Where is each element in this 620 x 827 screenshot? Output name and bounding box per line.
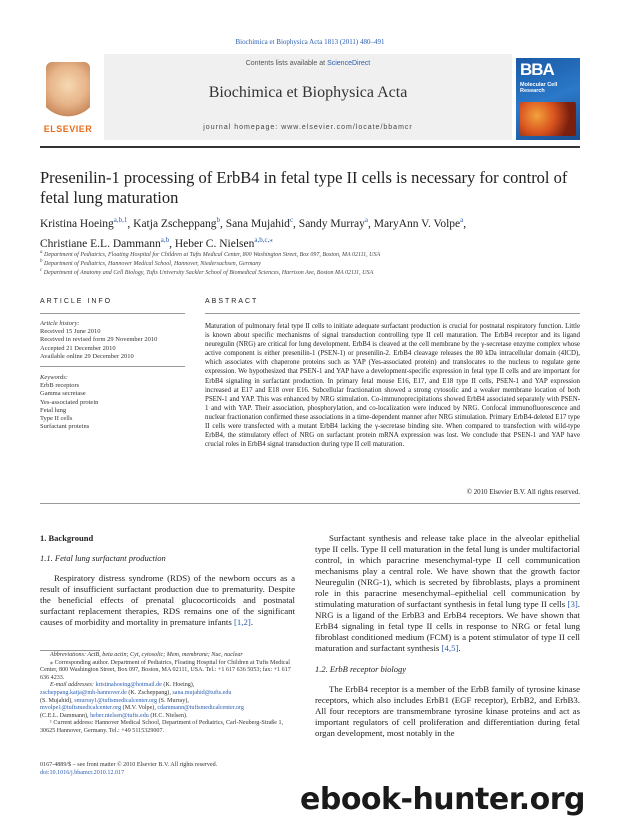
email-link[interactable]: zscheppang.katja@mh-hannover.de	[40, 689, 127, 696]
journal-cover[interactable]	[516, 58, 580, 140]
corresponding-author: ⁎ Corresponding author. Department of Pediatrics, Floating Hospital for Children at Tufts Medical Center, 800 Washington Street, Box 097, Boston, MA 02111, USA. Tel.: +1 617 636 5053; fax: +1 617 636 4233.	[40, 659, 291, 681]
reference-link[interactable]: [4,5]	[441, 643, 459, 653]
bottom-info	[40, 762, 295, 777]
subsection-heading: 1.1. Fetal lung surfactant production	[40, 553, 166, 563]
author[interactable]: MaryAnn V. Volpe$^a$	[373, 216, 464, 230]
reference-link[interactable]: [3]	[567, 599, 578, 609]
abstract-divider	[205, 313, 580, 314]
history-item: Received 15 June 2010	[40, 328, 101, 336]
author[interactable]: Christiane E.L. Dammann$^{a,b}$	[40, 235, 170, 250]
abstract-text: Maturation of pulmonary fetal type II cells to initiate adequate surfactant production is crucial for postnatal respiratory function. Little is known about specific mechanisms of signal transduction controlling type II cell maturation. The ErbB4 receptor and its ligand neuregulin (NRG) are critical for lung development. ErbB4 is cleaved at the cell membrane by the γ-secretase enzyme complex whose active component is either presenilin-1 (PSEN-1) or presenilin-2. ErbB4 cleavage releases the 80 kDa intracellular domain (4ICD), which associates with chaperone proteins such as YAP (Yes-associated protein) and translocates to the nucleus to regulate gene expression. We hypothesized that PSEN-1 and YAP have a development-specific expression in fetal type II cells and are important for ErbB4 signaling in surfactant production. In primary fetal mouse E16, E17, and E18 type II cells, PSEN-1 and YAP expression increased at E17 and E18 over E16. Subcellular fractionation showed a strong cytosolic and a weaker membrane location of both PSEN-1 and YAP. This was enhanced by NRG stimulation. Co-immunoprecipitations showed ErbB4 associated separately with PSEN-1 and with YAP. Their association, phosphorylation, and co-localization were induced by NRG. Confocal immunofluorescence and nuclear fractionation confirmed these associations in a time-dependent manner after NRG stimulation. Primary ErbB4-deleted E17 type II cells were transfected with a mutant ErbB4 lacking the γ-secretase binding site. When compared to transfection with wild-type ErbB4, the stimulatory effect of NRG on surfactant protein mRNA expression was lost. We conclude that PSEN-1 and YAP have crucial roles in ErbB4 signal transduction during type II cell maturation.	[205, 323, 580, 449]
footnote-divider	[40, 650, 100, 651]
author[interactable]: Sana Mujahid$^c$	[225, 216, 294, 230]
email-link[interactable]: smurray1@tuftsmedicalcenter.org	[74, 697, 158, 704]
author-list: Kristina Hoeing$^{a,b,1}$, Katja Zscheppang$^b$, Sana Mujahid$^c$, Sandy Murray$^a$, MaryAnn V. Volpe$^a$, Christiane E.L. Dammann$^{a,b}$, Heber C. Nielsen$^{a,b,c,⁎}$	[40, 216, 467, 250]
keyword: ErbB receptors	[40, 382, 80, 390]
affiliation: $^a$ Department of Pediatrics, Floating Hospital for Children at Tufts Medical Center, 800 Washington Street, Box 097, Boston, MA 02111, USA	[40, 250, 381, 258]
paragraph: The ErbB4 receptor is a member of the ErbB family of tyrosine kinase receptors, which also includes ErbB1 (EGF receptor), ErbB2, and ErbB3. All four receptors are transmembrane tyrosine kinase proteins and act as important regulators of cell proliferation and differentiation during fetal organ development, most notably in the	[315, 684, 580, 738]
cover-title: BBA	[520, 60, 554, 79]
author[interactable]: Kristina Hoeing$^{a,b,1}$	[40, 216, 128, 230]
info-divider	[40, 366, 185, 367]
journal-citation[interactable]: Biochimica et Biophysica Acta 1813 (2011) 480–491	[235, 38, 385, 46]
journal-header	[40, 54, 580, 142]
right-column	[315, 533, 580, 739]
homepage-link[interactable]: www.elsevier.com/locate/bbamcr	[281, 124, 413, 131]
paragraph: Surfactant synthesis and release take place in the alveolar epithelial type II cells. Type II cell maturation in the fetal lung is under multifactorial control, in which paracrine mesenchymal-type II cell communication mechanisms play a central role. We have shown that the growth factor Neuregulin (NRG-1), which is secreted by fibroblasts, plays a prominent role in this paracrine mesenchymal–epithelial cell communication by stimulating maturation of surfactant synthesis in fetal lung type II cells [3]. NRG is a ligand of the ErbB3 and ErbB4 receptors. We have shown that ErbB4 signaling in fetal type II cells in response to NRG or fetal lung fibroblast conditioned medium (FCM) is a potent stimulator of type II cell maturation and surfactant synthesis [4,5].	[315, 533, 580, 653]
copyright: © 2010 Elsevier B.V. All rights reserved.	[466, 489, 580, 496]
history-item: Received in revised form 29 November 2010	[40, 336, 158, 344]
left-column	[40, 533, 295, 628]
keyword: Type II cells	[40, 415, 73, 423]
affiliation: $^b$ Department of Pediatrics, Hannover Medical School, Hannover, Niedersachsen, Germany	[40, 259, 261, 267]
article-info-heading: ARTICLE INFO	[40, 298, 113, 305]
watermark: ebook-hunter.org	[300, 782, 585, 817]
email-link[interactable]: heber.nielsen@tufts.edu	[90, 712, 149, 719]
email-link[interactable]: cdammann@tuftsmedicalcenter.org	[157, 705, 244, 712]
cover-image	[520, 102, 576, 136]
paragraph: Respiratory distress syndrome (RDS) of the newborn occurs as a result of insufficient surfactant production due to prematurity. Despite the beneficial effects of prenatal glucocorticoids and postnatal surfactant replacement therapies, RDS remains one of the significant causes of morbidity and mortality in premature infants [1,2].	[40, 573, 295, 627]
keyword: Gamma secretase	[40, 390, 86, 398]
author[interactable]: Sandy Murray$^a$	[298, 216, 369, 230]
history-item: Accepted 21 December 2010	[40, 344, 116, 352]
affiliation: $^c$ Department of Anatomy and Cell Biology, Tufts University Sackler School of Biomedical Sciences, Harrison Ave, Boston MA 02111, USA	[40, 268, 374, 276]
header-divider	[40, 146, 580, 148]
elsevier-tree-icon	[46, 62, 90, 120]
subsection-heading: 1.2. ErbB receptor biology	[315, 664, 407, 674]
reference-link[interactable]: [1,2]	[233, 617, 251, 627]
elsevier-wordmark: ELSEVIER	[43, 124, 93, 134]
email-addresses: E-mail addresses: kristinahoeing@hotmail.de (K. Hoeing), zscheppang.katja@mh-hannover.de (K. Zscheppang), sana.mujahid@tufts.edu (S. Mujahid), smurray1@tuftsmedicalcenter.org (S. Murray), mvolpe1@tuftsmedicalcenter.org (M.V. Volpe), cdammann@tuftsmedicalcenter.org (C.E.L. Dammann), heber.nielsen@tufts.edu (H.C. Nielsen).	[40, 682, 244, 719]
contents-line: Contents lists available at ScienceDirect	[245, 60, 371, 67]
email-link[interactable]: sana.mujahid@tufts.edu	[172, 689, 232, 696]
journal-homepage: journal homepage: www.elsevier.com/locate/bbamcr	[203, 124, 413, 131]
author[interactable]: Heber C. Nielsen$^{a,b,c,⁎}$	[174, 235, 273, 250]
history-item: Available online 29 December 2010	[40, 352, 134, 360]
journal-name: Biochimica et Biophysica Acta	[208, 84, 408, 101]
email-link[interactable]: mvolpe1@tuftsmedicalcenter.org	[40, 705, 122, 712]
abstract-bottom-divider	[40, 503, 580, 504]
abbreviations: Abbreviations: ActB, beta actin; Cyt, cytosolic; Mem, membrane; Nuc, nuclear	[50, 652, 243, 658]
section-heading: 1. Background	[40, 533, 94, 543]
email-link[interactable]: kristinahoeing@hotmail.de	[95, 682, 162, 689]
keywords: Keywords: ErbB receptors Gamma secretase Yes-associated protein Fetal lung Type II cells Surfactant proteins	[40, 374, 175, 431]
footnotes	[40, 652, 295, 736]
keyword: Yes-associated protein	[40, 398, 99, 406]
elsevier-logo[interactable]	[40, 60, 96, 140]
cover-subtitle: Molecular Cell Research	[520, 82, 558, 94]
abstract-heading: ABSTRACT	[205, 298, 259, 305]
issn-line: 0167-4889/$ – see front matter © 2010 Elsevier B.V. All rights reserved.	[40, 762, 218, 768]
keyword: Surfactant proteins	[40, 423, 90, 431]
sciencedirect-link[interactable]: ScienceDirect	[327, 60, 371, 67]
author[interactable]: Katja Zscheppang$^b$	[133, 216, 220, 230]
journal-info-box	[104, 54, 512, 140]
article-history: Article history: Received 15 June 2010 Received in revised form 29 November 2010 Accepted 21 December 2010 Available online 29 December 2010	[40, 320, 175, 361]
keyword: Fetal lung	[40, 406, 67, 414]
doi-link[interactable]: doi:10.1016/j.bbamcr.2010.12.017	[40, 769, 125, 776]
article-title: Presenilin-1 processing of ErbB4 in fetal type II cells is necessary for control of fetal lung maturation	[40, 168, 568, 207]
current-address: ¹ Current address: Hannover Medical School, Department of Pediatrics, Carl-Neuberg-Straße 1, 30625 Hannover, Germany. Tel.: +49 5115329007.	[40, 720, 284, 734]
info-divider	[40, 313, 185, 314]
